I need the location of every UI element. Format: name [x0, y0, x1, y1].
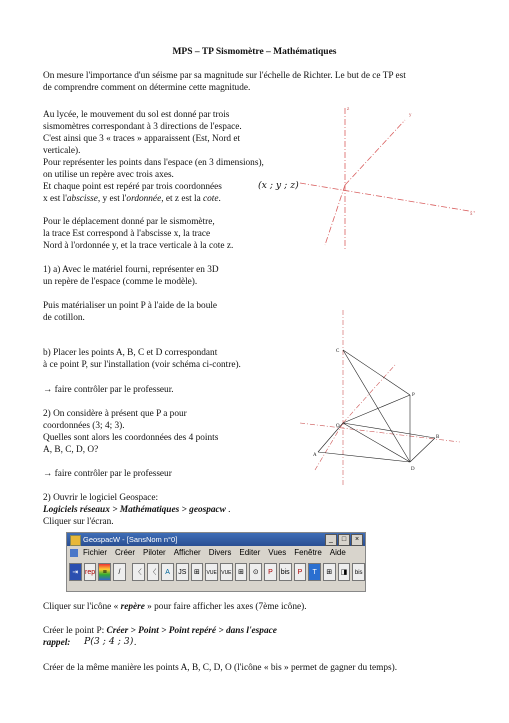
tool-colors-icon[interactable]: ≡: [98, 563, 111, 581]
axis-y-label: y: [409, 113, 412, 118]
para1-line-5: Pour représenter les points dans l'espace (en 3 dimensions),: [43, 158, 264, 168]
axis-x-line: [300, 183, 475, 212]
label-d: D: [411, 467, 415, 472]
check-2: → faire contrôler par le professeur: [43, 469, 172, 479]
rappel-end: .: [134, 638, 137, 648]
app-title: GeospacW - [SansNom n°0]: [83, 535, 178, 544]
axis-y-lower: [325, 185, 345, 245]
maximize-icon[interactable]: □: [338, 534, 350, 546]
para2-line-2: la trace Est correspond à l'abscisse x, la trace: [43, 229, 211, 239]
tool-circle-icon[interactable]: ⊙: [249, 563, 262, 581]
menu-fichier[interactable]: Fichier: [83, 548, 108, 557]
final-instruction: Créer de la même manière les points A, B, C, D, O (l'icône « bis » permet de gagner du temps).: [43, 663, 398, 673]
label-a: A: [313, 453, 317, 458]
tool-bis-icon[interactable]: bis: [279, 563, 292, 581]
q1b-line-2: de cotillon.: [43, 313, 85, 323]
label-o: O: [336, 424, 340, 429]
para1-line-8: x est l'abscisse, y est l'ordonnée, et z est la cote.: [43, 194, 221, 204]
para1-line-1: Au lycée, le mouvement du sol est donné par trois: [43, 110, 230, 120]
menu-divers[interactable]: Divers: [208, 548, 232, 557]
window-controls: [325, 534, 363, 546]
menu-fenetre[interactable]: Fenêtre: [294, 548, 322, 557]
q2-line-4: A, B, C, D, O?: [43, 445, 99, 455]
rappel-line: rappel:: [43, 638, 71, 648]
app-toolbar: [67, 560, 365, 584]
axis-x-label: x: [470, 212, 473, 217]
tool-point2-icon[interactable]: P: [294, 563, 307, 581]
tool-text-icon[interactable]: A: [161, 563, 174, 581]
step-point-p: Créer le point P: Créer > Point > Point repéré > dans l'espace: [43, 626, 277, 636]
geospace-window: [66, 532, 366, 592]
q3-path: Logiciels réseaux > Mathématiques > geospacw .: [43, 505, 231, 515]
menu-aide[interactable]: Aide: [329, 548, 346, 557]
segment-a-d: [318, 452, 410, 462]
menu-afficher[interactable]: Afficher: [173, 548, 201, 557]
q3-head: 2) Ouvrir le logiciel Geospace:: [43, 493, 159, 503]
segment-o-b: [343, 423, 435, 438]
segment-c-p: [343, 350, 410, 395]
tool-point-icon[interactable]: P: [264, 563, 277, 581]
tool-t-icon[interactable]: T: [308, 563, 321, 581]
menu-vues[interactable]: Vues: [268, 548, 287, 557]
tool-arrow-icon[interactable]: ⇥: [69, 563, 82, 581]
para1-line-6: on utilise un repère avec trois axes.: [43, 170, 174, 180]
para2-line-1: Pour le déplacement donné par le sismomètre,: [43, 217, 215, 227]
intro-line-1: On mesure l'importance d'un séisme par sa magnitude sur l'échelle de Richter. Le but de ce TP est: [43, 71, 406, 81]
para1-line-7: Et chaque point est repéré par trois coordonnées: [43, 182, 222, 192]
para1-line-4: verticale).: [43, 146, 81, 156]
tool-repere-icon[interactable]: rep: [84, 563, 97, 581]
axis-x-dashed: [300, 423, 460, 442]
para2-line-3: Nord à l'ordonnée y, et la trace verticale à la cote z.: [43, 241, 234, 251]
tool-box-icon[interactable]: ⊞: [235, 563, 248, 581]
q2-line-3: Quelles sont alors les coordonnées des 4 points: [43, 433, 219, 443]
label-b: B: [436, 435, 440, 440]
minimize-icon[interactable]: _: [325, 534, 337, 546]
app-icon: [70, 535, 81, 546]
axis-y-dashed: [343, 365, 395, 423]
label-c: C: [336, 349, 340, 354]
q2-line-2: coordonnées (3; 4; 3).: [43, 421, 125, 431]
tool-back-icon[interactable]: 〈: [132, 563, 145, 581]
para1-line-2: sismomètres correspondant à 3 directions de l'espace.: [43, 122, 242, 132]
q1c-line-1: b) Placer les points A, B, C et D correspondant: [43, 348, 218, 358]
close-icon[interactable]: ×: [351, 534, 363, 546]
app-menubar: [67, 546, 365, 560]
tool-back2-icon[interactable]: 〈: [147, 563, 160, 581]
tool-grid-icon[interactable]: ⊞: [191, 563, 204, 581]
segment-o-a: [318, 423, 343, 452]
axis-z-label: z: [347, 107, 350, 112]
axis-y-line: [345, 120, 405, 185]
q1c-line-2: à ce point P, sur l'installation (voir schéma ci-contre).: [43, 360, 241, 370]
app-titlebar: [67, 533, 365, 546]
step-axes: Cliquer sur l'icône « repère » pour faire afficher les axes (7ème icône).: [43, 602, 307, 612]
segment-d-b: [410, 438, 435, 462]
segment-o-d: [343, 423, 410, 462]
tool-vue2-icon[interactable]: VUE: [220, 563, 233, 581]
intro-line-2: de comprendre comment on détermine cette magnitude.: [43, 83, 251, 93]
tool-vue-icon[interactable]: VUE: [205, 563, 218, 581]
menu-piloter[interactable]: Piloter: [143, 548, 166, 557]
coords-label: (x ; y ; z): [258, 180, 299, 191]
axis-y-dashed-lower: [315, 423, 343, 470]
segment-c-d: [343, 350, 410, 462]
q3-click: Cliquer sur l'écran.: [43, 517, 114, 527]
q1b-line-1: Puis matérialiser un point P à l'aide de la boule: [43, 301, 218, 311]
label-p: P: [412, 393, 415, 398]
check-1: → faire contrôler par le professeur.: [43, 385, 174, 395]
para1-line-3: C'est ainsi que 3 « traces » apparaissent (Est, Nord et: [43, 134, 241, 144]
q2-line-1: 2) On considère à présent que P a pour: [43, 409, 187, 419]
menu-editer[interactable]: Editer: [239, 548, 261, 557]
menu-creer[interactable]: Créer: [115, 548, 136, 557]
segment-o-p: [343, 395, 410, 423]
q1a-line-2: un repère de l'espace (comme le modèle).: [43, 277, 198, 287]
page-title: MPS – TP Sismomètre – Mathématiques: [172, 47, 337, 57]
rappel-value: P(3 ; 4 ; 3): [84, 636, 134, 647]
tool-box2-icon[interactable]: ⊞: [323, 563, 336, 581]
tool-js-icon[interactable]: JS: [176, 563, 189, 581]
q1a-line-1: 1) a) Avec le matériel fourni, représenter en 3D: [43, 265, 219, 275]
tool-print-icon[interactable]: ◨: [338, 563, 351, 581]
tool-bis2-icon[interactable]: bis: [352, 563, 365, 581]
tool-line-icon[interactable]: /: [113, 563, 126, 581]
doc-icon: [70, 549, 78, 557]
